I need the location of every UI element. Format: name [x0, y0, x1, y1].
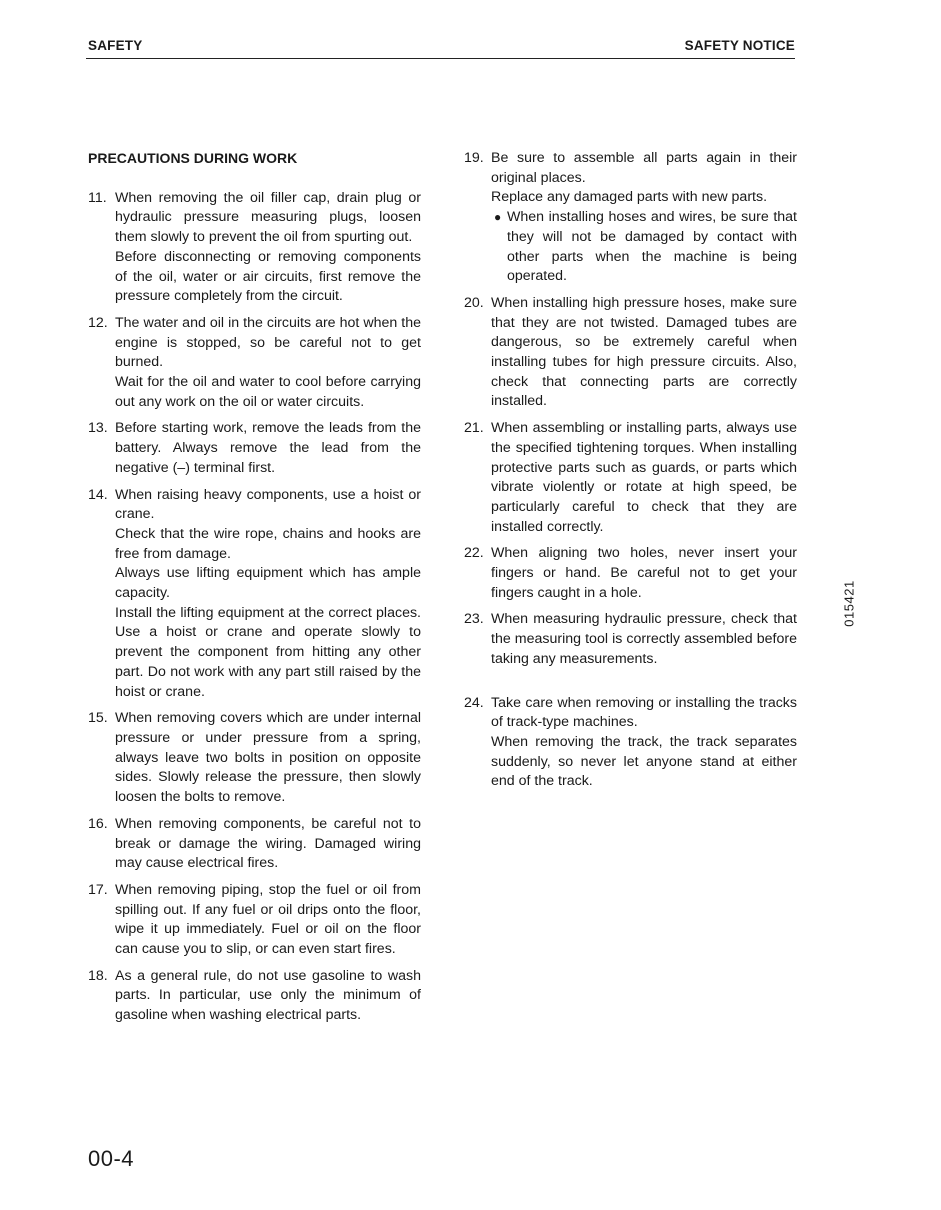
item-body	[491, 610, 797, 669]
item-paragraph: When removing the track, the track separates suddenly, so never let anyone stand at either end of the track.	[491, 733, 797, 790]
item-body	[115, 189, 421, 307]
item-body	[491, 294, 797, 412]
bullet-dot-icon: ●	[494, 210, 502, 225]
item-paragraph: The water and oil in the circuits are hot when the engine is stopped, so be careful not to get burned.	[115, 314, 421, 371]
page-number: 00-4	[88, 1146, 135, 1171]
item-number: 16.	[88, 815, 108, 832]
section-title: PRECAUTIONS DURING WORK	[88, 150, 298, 166]
item-paragraph: Always use lifting equipment which has ample capacity.	[115, 565, 421, 602]
item-body	[491, 419, 797, 537]
item-paragraph: When removing piping, stop the fuel or oil from spilling out. If any fuel or oil drips onto the floor, wipe it up immediately. Fuel or oil on the floor can cause you to slip, or can even start fires.	[115, 881, 421, 958]
bullet-point	[494, 208, 797, 287]
item-paragraph: When removing the oil filler cap, drain plug or hydraulic pressure measuring plugs, loosen them slowly to prevent the oil from spurting out.	[115, 189, 421, 246]
item-body	[491, 544, 797, 603]
item-number: 12.	[88, 314, 108, 331]
item-paragraph: Before disconnecting or removing components of the oil, water or air circuits, first remove the pressure completely from the circuit.	[115, 248, 421, 305]
item-paragraph: Check that the wire rope, chains and hooks are free from damage.	[115, 525, 421, 562]
item-number: 19.	[464, 150, 484, 166]
item-body	[115, 967, 421, 1026]
header-divider	[86, 58, 795, 59]
item-body	[491, 694, 797, 793]
left-column	[88, 149, 421, 1033]
item-body	[115, 314, 421, 413]
item-number: 18.	[88, 967, 108, 984]
item-paragraph: When installing high pressure hoses, make sure that they are not twisted. Damaged tubes are dangerous, so be extremely careful when installing tubes for high pressure circuits. Also, check that connecting parts are correctly installed.	[491, 294, 797, 410]
item-paragraph: Take care when removing or installing the tracks of track-type machines.	[491, 694, 797, 731]
item-paragraph: When measuring hydraulic pressure, check that the measuring tool is correctly assembled before taking any measurements.	[491, 611, 797, 667]
item-number: 21.	[464, 420, 484, 437]
list-item-20	[464, 294, 797, 412]
item-number: 11.	[88, 189, 107, 206]
item-number: 23.	[464, 611, 484, 628]
item-paragraph: As a general rule, do not use gasoline to wash parts. In particular, use only the minimum of gasoline when washing electrical parts.	[115, 967, 421, 1024]
list-item-15	[88, 709, 421, 808]
side-code-text: 015421	[841, 579, 857, 627]
item-number: 22.	[464, 545, 484, 562]
list-item-13	[88, 419, 421, 478]
item-paragraph: When assembling or installing parts, always use the specified tightening torques. When installing protective parts such as guards, or parts which vibrate violently or rotate at high speed, be particularly careful to check that they are installed correctly.	[491, 420, 797, 535]
item-body	[115, 419, 421, 478]
item-body	[115, 881, 421, 960]
item-paragraph: When aligning two holes, never insert your fingers or hand. Be careful not to get your fingers caught in a hole.	[491, 545, 797, 601]
item-paragraph: Be sure to assemble all parts again in their original places.	[491, 150, 797, 186]
list-item-18	[88, 967, 421, 1026]
item-number: 15.	[88, 710, 108, 727]
item-number: 17.	[88, 881, 108, 898]
item-paragraph: Replace any damaged parts with new parts.	[491, 189, 768, 206]
list-item-24	[464, 694, 797, 793]
list-item-16	[88, 815, 421, 874]
item-body	[115, 486, 421, 703]
list-item-14	[88, 486, 421, 703]
item-paragraph: Before starting work, remove the leads from the battery. Always remove the lead from the negative (–) terminal first.	[115, 420, 421, 476]
item-paragraph: Install the lifting equipment at the correct places. Use a hoist or crane and operate slowly to prevent the component from hitting any other part. Do not work with any part still raised by the hoist or crane.	[115, 604, 421, 700]
list-item-21	[464, 419, 797, 537]
right-column	[464, 149, 797, 799]
item-paragraph: When removing components, be careful not to break or damage the wiring. Damaged wiring may cause electrical fires.	[115, 815, 421, 872]
item-number: 14.	[88, 486, 108, 503]
list-item-12	[88, 314, 421, 413]
header-title: SAFETY NOTICE	[684, 38, 795, 53]
list-item-22	[464, 544, 797, 603]
list-item-19	[464, 149, 797, 287]
item-body	[491, 149, 797, 287]
side-reference-code	[829, 578, 869, 628]
item-body	[115, 815, 421, 874]
item-number: 24.	[464, 694, 484, 711]
list-item-17	[88, 881, 421, 960]
item-number: 13.	[88, 420, 108, 437]
bullet-text: When installing hoses and wires, be sure that they will not be damaged by contact with other parts when the machine is being operated.	[507, 209, 797, 285]
list-item-23	[464, 610, 797, 669]
header-section-label: SAFETY	[88, 38, 143, 53]
item-paragraph: When removing covers which are under internal pressure or under pressure from a spring, always leave two bolts in position on opposite sides. Slowly release the pressure, then slowly loosen the bolts to remove.	[115, 710, 421, 806]
item-body	[115, 709, 421, 808]
item-paragraph: When raising heavy components, use a hoist or crane.	[115, 486, 421, 523]
item-number: 20.	[464, 294, 484, 311]
list-item-11	[88, 189, 421, 307]
item-paragraph: Wait for the oil and water to cool before carrying out any work on the oil or water circuits.	[115, 374, 421, 410]
